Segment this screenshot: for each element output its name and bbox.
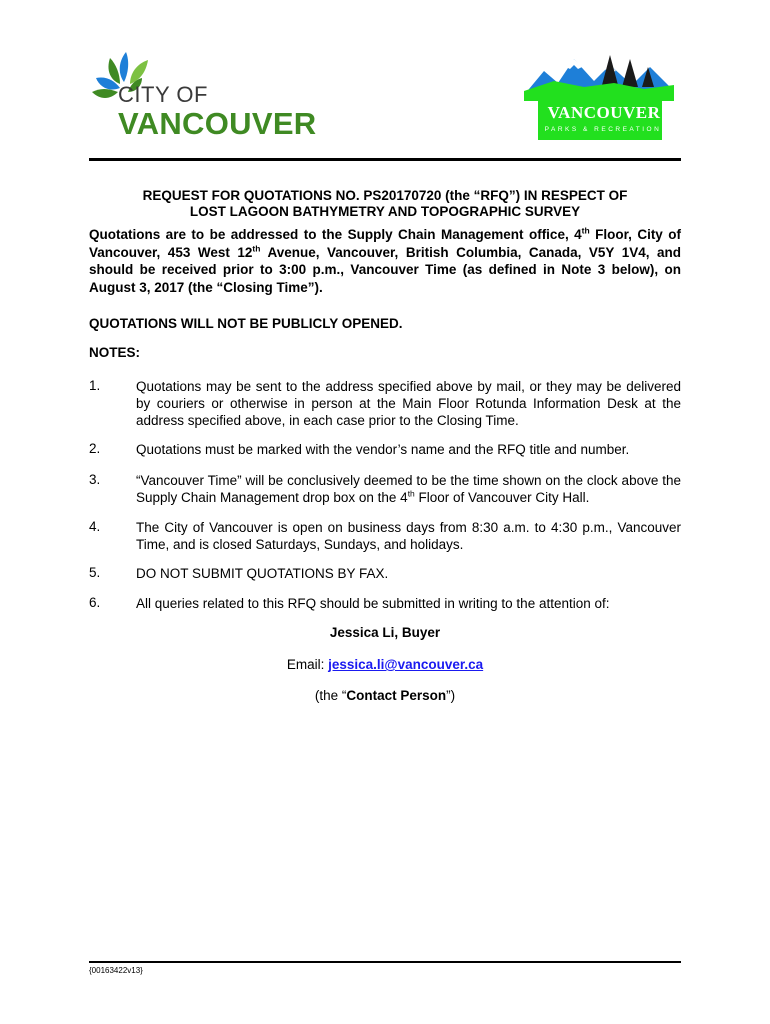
note-number: 3. bbox=[89, 472, 101, 487]
city-of-vancouver-logo bbox=[88, 48, 317, 146]
intro-text-3: Avenue, Vancouver, British Columbia, Canada, V5Y 1V4, and should be received prior to 3:00 p.m., Vancouver Time (as defined in Note 3 below), on August 3, 2017 (the “Closing Time”). bbox=[89, 244, 682, 295]
intro-text-2: Floor, City of Vancouver, 453 West 12 bbox=[89, 227, 682, 260]
contact-label-bold: Contact Person bbox=[346, 688, 447, 703]
email-link[interactable]: jessica.li@vancouver.ca bbox=[328, 657, 484, 672]
notes-heading: NOTES: bbox=[89, 345, 141, 360]
contact-email-line bbox=[89, 657, 681, 672]
intro-paragraph bbox=[89, 226, 681, 296]
logo-city-of-text: CITY OF bbox=[118, 82, 208, 107]
contact-name: Jessica Li, Buyer bbox=[329, 625, 441, 640]
logo-vancouver-text: VANCOUVER bbox=[118, 106, 317, 141]
footer-divider bbox=[89, 961, 681, 963]
note-text: Quotations must be marked with the vendor’s name and the RFQ title and number. bbox=[136, 442, 630, 457]
email-label: Email: bbox=[286, 657, 329, 672]
note-text: Quotations may be sent to the address specified above by mail, or they may be delivered by couriers or otherwise in person at the Main Floor Rotunda Information Desk at the address specified above, in each case prior to the Closing Time. bbox=[136, 379, 681, 428]
note-sup: th bbox=[407, 488, 415, 499]
intro-text-1: Quotations are to be addressed to the Supply Chain Management office, 4 bbox=[89, 227, 582, 242]
document-title-line-1: REQUEST FOR QUOTATIONS NO. PS20170720 (the “RFQ”) IN RESPECT OF bbox=[142, 188, 628, 203]
note-number: 1. bbox=[89, 378, 101, 393]
note-text: All queries related to this RFQ should be submitted in writing to the attention of: bbox=[136, 596, 610, 611]
note-text: The City of Vancouver is open on business days from 8:30 a.m. to 4:30 p.m., Vancouver Time, and is closed Saturdays, Sundays, and holidays. bbox=[136, 520, 681, 552]
document-reference: {00163422v13} bbox=[89, 966, 143, 975]
header-divider bbox=[89, 158, 681, 161]
note-number: 6. bbox=[89, 595, 101, 610]
document-title-line-2: LOST LAGOON BATHYMETRY AND TOPOGRAPHIC SURVEY bbox=[189, 204, 581, 219]
intro-sup-1: th bbox=[581, 225, 590, 236]
note-number: 2. bbox=[89, 441, 101, 456]
note-text: DO NOT SUBMIT QUOTATIONS BY FAX. bbox=[136, 566, 389, 581]
parks-logo-subtitle: PARKS & RECREATION bbox=[544, 126, 662, 133]
note-text-part: “Vancouver Time” will be conclusively deemed to be the time shown on the clock above the Supply Chain Management drop box on the 4 bbox=[136, 473, 681, 505]
parks-recreation-logo bbox=[524, 45, 674, 140]
contact-label-post: ”) bbox=[446, 688, 456, 703]
parks-logo-name: VANCOUVER bbox=[547, 103, 661, 122]
contact-person-label bbox=[89, 688, 681, 703]
note-number: 5. bbox=[89, 565, 101, 580]
note-text-part: Floor of Vancouver City Hall. bbox=[414, 490, 590, 505]
note-text bbox=[136, 472, 681, 506]
intro-sup-2: th bbox=[252, 243, 261, 253]
not-publicly-opened-notice: QUOTATIONS WILL NOT BE PUBLICLY OPENED. bbox=[89, 316, 403, 331]
contact-label-pre: (the “ bbox=[314, 688, 347, 703]
note-number: 4. bbox=[89, 519, 101, 534]
